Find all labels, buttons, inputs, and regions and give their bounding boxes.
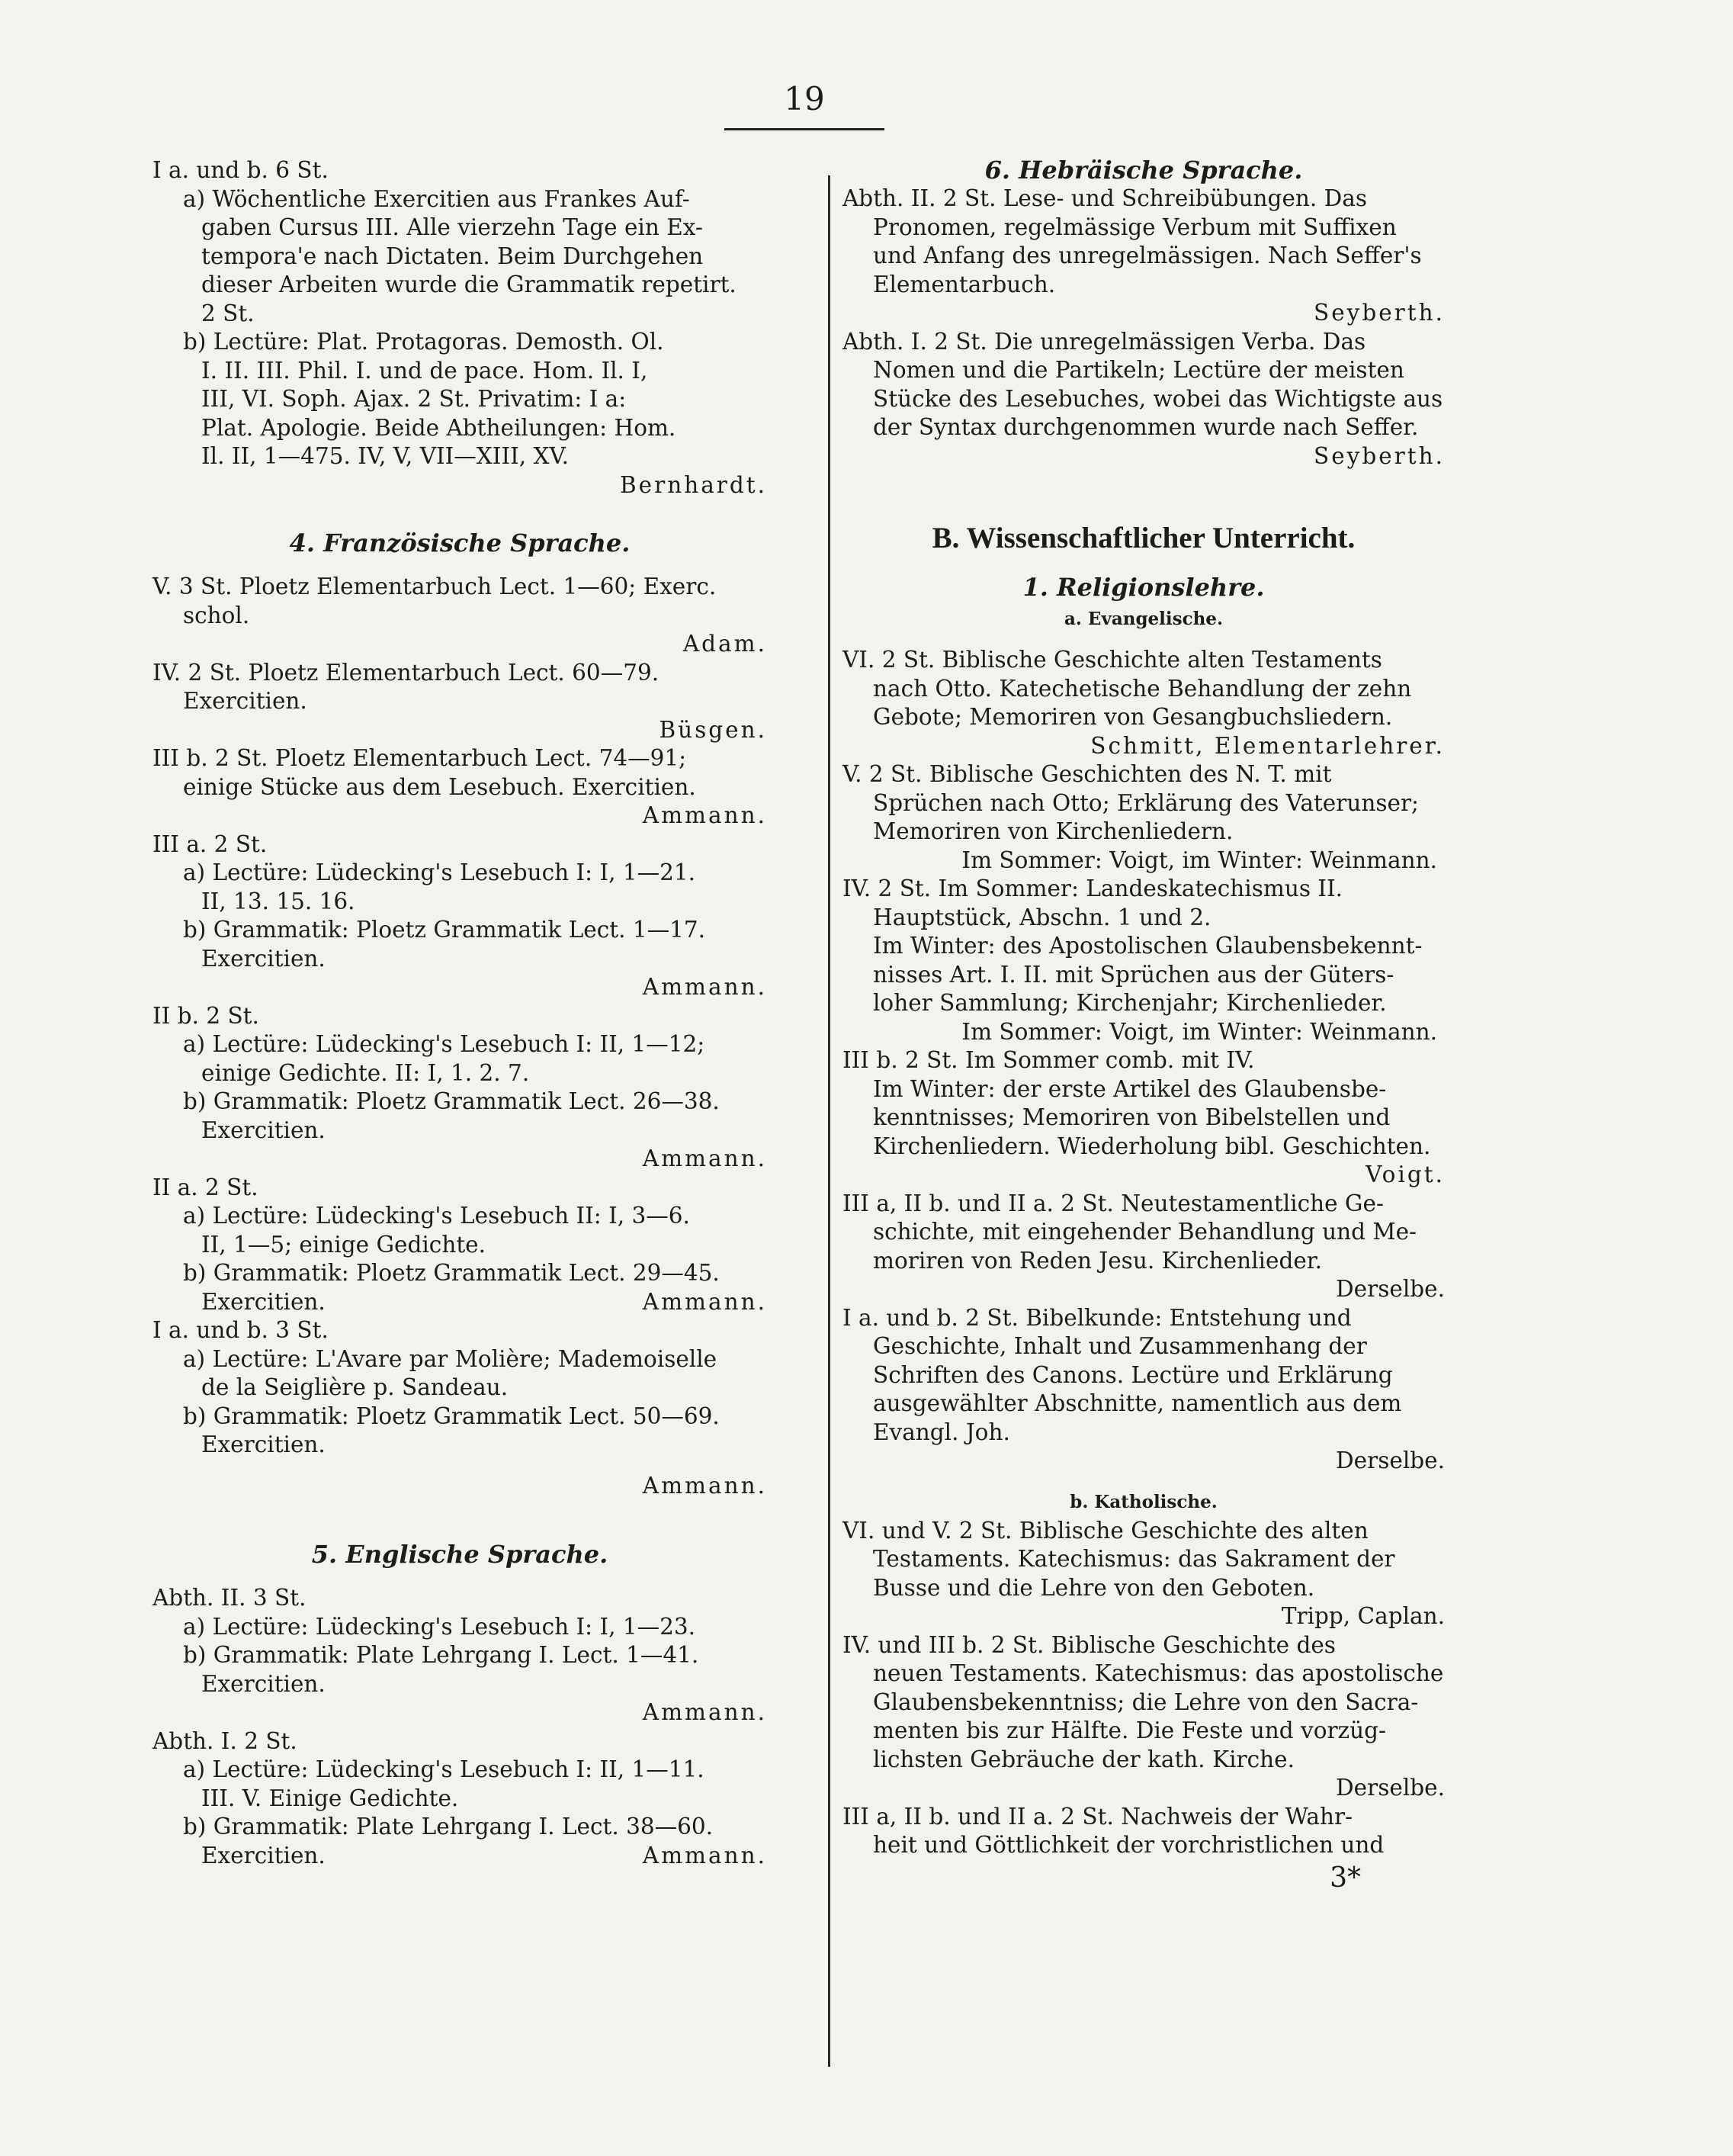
text-line: a) Lectüre: Lüdecking's Lesebuch I: II, 1—12; [183, 1031, 705, 1057]
teacher-name: Ammann. [642, 1699, 767, 1725]
teacher-name: Tripp, Caplan. [1281, 1603, 1445, 1629]
text-line: III, VI. Soph. Ajax. 2 St. Privatim: I a: [201, 386, 627, 412]
text-line: Exercitien. [201, 1842, 326, 1868]
subheading-catholic: b. Katholische. [1070, 1491, 1218, 1512]
text-line: b) Grammatik: Plate Lehrgang I. Lect. 1—41. [183, 1642, 699, 1668]
text-line: heit und Göttlichkeit der vorchristlichen und [873, 1832, 1385, 1858]
text-line: Schriften des Canons. Lectüre und Erklärung [873, 1361, 1393, 1388]
text-line: VI. 2 St. Biblische Geschichte alten Testaments [842, 647, 1382, 673]
page-number-rule [724, 128, 884, 130]
text-line: schol. [183, 602, 250, 628]
text-line: ausgewählter Abschnitte, namentlich aus dem [873, 1390, 1402, 1416]
text-line: Glaubensbekenntniss; die Lehre von den Sacra- [873, 1688, 1419, 1715]
teacher-name: Bernhardt. [619, 471, 767, 498]
text-line: a) Lectüre: L'Avare par Molière; Mademoiselle [183, 1345, 717, 1372]
text-line: Stücke des Lesebuches, wobei das Wichtigste aus [873, 385, 1443, 412]
text-line: Kirchenliedern. Wiederholung bibl. Geschichten. [873, 1133, 1431, 1159]
text-line: der Syntax durchgenommen wurde nach Seffer. [873, 414, 1419, 440]
text-line: b) Grammatik: Ploetz Grammatik Lect. 1—17. [183, 917, 706, 943]
teacher-name: Seyberth. [1313, 300, 1445, 326]
teacher-line: Im Sommer: Voigt, im Winter: Weinmann. [961, 1018, 1437, 1045]
text-line: a) Lectüre: Lüdecking's Lesebuch I: I, 1—21. [183, 860, 696, 885]
text-line: Abth. I. 2 St. Die unregelmässigen Verba. Das [842, 328, 1366, 355]
subsection-heading-religion: 1. Religionslehre. [1022, 573, 1265, 602]
text-line: nisses Art. I. II. mit Sprüchen aus der Güters- [873, 961, 1394, 988]
teacher-name: Seyberth. [1313, 442, 1445, 469]
section-heading-hebrew: 6. Hebräische Sprache. [984, 156, 1303, 185]
text-line: Nomen und die Partikeln; Lectüre der meisten [873, 357, 1404, 383]
text-line: kenntnisses; Memoriren von Bibelstellen und [873, 1104, 1391, 1130]
greek-continuation [152, 156, 767, 500]
text-line: Gebote; Memoriren von Gesangbuchsliedern. [873, 704, 1393, 730]
text-line: II b. 2 St. [152, 1002, 259, 1029]
text-line: a) Lectüre: Lüdecking's Lesebuch I: II, 1—11. [183, 1756, 704, 1782]
text-line: Elementarbuch. [873, 271, 1056, 297]
text-line: V. 3 St. Ploetz Elementarbuch Lect. 1—60; Exerc. [152, 574, 717, 599]
text-line: III a. 2 St. [152, 831, 268, 857]
teacher-name: Büsgen. [659, 716, 767, 743]
text-line: IV. 2 St. Ploetz Elementarbuch Lect. 60—79. [152, 659, 660, 686]
text-line: gaben Cursus III. Alle vierzehn Tage ein Ex- [201, 214, 703, 240]
text-line-with-teacher [152, 1842, 767, 1871]
text-line: Abth. I. 2 St. [152, 1727, 297, 1754]
text-line: tempora'e nach Dictaten. Beim Durchgehen [201, 243, 704, 269]
teacher-name: Voigt. [1366, 1162, 1445, 1187]
text-line: dieser Arbeiten wurde die Grammatik repetirt. [201, 272, 737, 297]
text-line: Exercitien. [201, 1117, 326, 1143]
text-line: b) Grammatik: Plate Lehrgang I. Lect. 38—60. [183, 1814, 714, 1840]
text-line: b) Grammatik: Ploetz Grammatik Lect. 29—45. [183, 1260, 720, 1286]
text-line: Sprüchen nach Otto; Erklärung des Vaterunser; [873, 789, 1419, 816]
text-line: moriren von Reden Jesu. Kirchenlieder. [873, 1247, 1323, 1274]
text-line: Abth. II. 2 St. Lese- und Schreibübungen. Das [842, 185, 1368, 211]
section-heading-french: 4. Französische Sprache. [289, 529, 631, 557]
left-column [152, 156, 767, 1870]
text-line-with-teacher [152, 1288, 767, 1317]
teacher-name: Derselbe. [1336, 1448, 1445, 1473]
text-line: Exercitien. [201, 1288, 326, 1315]
text-line: Geschichte, Inhalt und Zusammenhang der [873, 1333, 1367, 1359]
text-line: de la Seiglière p. Sandeau. [201, 1374, 509, 1400]
teacher-name: Derselbe. [1336, 1276, 1445, 1302]
text-line: V. 2 St. Biblische Geschichten des N. T. mit [842, 761, 1332, 787]
teacher-name: Ammann. [642, 974, 767, 1000]
text-line: Testaments. Katechismus: das Sakrament der [873, 1546, 1395, 1572]
text-line: nach Otto. Katechetische Behandlung der zehn [873, 675, 1412, 702]
text-line: Pronomen, regelmässige Verbum mit Suffixen [873, 214, 1397, 240]
section-heading-b: B. Wissenschaftlicher Unterricht. [932, 522, 1356, 554]
text-line: Plat. Apologie. Beide Abtheilungen: Hom. [201, 414, 676, 441]
text-line: Exercitien. [201, 1431, 326, 1457]
text-line: III b. 2 St. Im Sommer comb. mit IV. [842, 1047, 1255, 1073]
text-line: a) Lectüre: Lüdecking's Lesebuch II: I, 3—6. [183, 1203, 690, 1229]
teacher-name: Ammann. [642, 1472, 767, 1499]
text-line: a) Wöchentliche Exercitien aus Frankes Auf- [183, 185, 690, 212]
text-line: menten bis zur Hälfte. Die Feste und vorzüg- [873, 1717, 1386, 1743]
text-line: neuen Testaments. Katechismus: das apostolische [873, 1660, 1444, 1686]
teacher-name: Adam. [682, 631, 767, 657]
text-line: Exercitien. [183, 688, 307, 714]
text-line: Evangl. Joh. [873, 1419, 1010, 1445]
right-column [842, 156, 1445, 1897]
teacher-name: Derselbe. [1336, 1775, 1445, 1801]
text-line: Im Winter: des Apostolischen Glaubensbekennt- [873, 933, 1423, 959]
text-line: II a. 2 St. [152, 1174, 258, 1200]
teacher-name: Ammann. [642, 1145, 767, 1171]
text-line: loher Sammlung; Kirchenjahr; Kirchenlieder. [873, 990, 1387, 1016]
text-line: einige Gedichte. II: I, 1. 2. 7. [201, 1059, 530, 1086]
text-line: I. II. III. Phil. I. und de pace. Hom. Il. I, [201, 357, 648, 384]
teacher-name: Ammann. [642, 1842, 767, 1868]
text-line: schichte, mit eingehender Behandlung und Me- [873, 1219, 1417, 1245]
text-line: III. V. Einige Gedichte. [201, 1785, 459, 1811]
text-line: Hauptstück, Abschn. 1 und 2. [873, 904, 1211, 930]
text-line: Abth. II. 3 St. [152, 1585, 306, 1611]
text-line: I a. und b. 3 St. [152, 1317, 329, 1343]
text-line: Memoriren von Kirchenliedern. [873, 818, 1234, 844]
text-line: Exercitien. [201, 1670, 326, 1697]
text-line: II, 13. 15. 16. [201, 888, 355, 914]
text-line: III a, II b. und II a. 2 St. Nachweis der Wahr- [842, 1803, 1353, 1830]
signature-mark: 3* [1330, 1862, 1361, 1894]
section-heading-english: 5. Englische Sprache. [311, 1540, 608, 1569]
text-line: b) Grammatik: Ploetz Grammatik Lect. 26—38. [183, 1088, 720, 1114]
text-line: Il. II, 1—475. IV, V, VII—XIII, XV. [201, 443, 570, 469]
text-line: IV. 2 St. Im Sommer: Landeskatechismus II. [842, 876, 1343, 901]
teacher-name: Schmitt, Elementarlehrer. [1090, 732, 1445, 759]
text-line: IV. und III b. 2 St. Biblische Geschichte des [842, 1631, 1336, 1658]
text-line: III b. 2 St. Ploetz Elementarbuch Lect. 74—91; [152, 745, 687, 771]
text-line: 2 St. [201, 300, 255, 326]
text-line: VI. und V. 2 St. Biblische Geschichte des alten [842, 1517, 1369, 1544]
text-line: III a, II b. und II a. 2 St. Neutestamentliche Ge- [842, 1190, 1384, 1216]
column-divider [828, 175, 830, 2067]
text-line: Busse und die Lehre von den Geboten. [873, 1574, 1315, 1601]
teacher-name: Ammann. [642, 1288, 767, 1315]
text-line: I a. und b. 6 St. [152, 157, 329, 183]
text-line: lichsten Gebräuche der kath. Kirche. [873, 1746, 1295, 1772]
text-line: b) Lectüre: Plat. Protagoras. Demosth. Ol. [183, 329, 664, 355]
text-line: II, 1—5; einige Gedichte. [201, 1231, 486, 1258]
page-number: 19 [784, 80, 825, 117]
text-line: b) Grammatik: Ploetz Grammatik Lect. 50—69. [183, 1403, 720, 1429]
text-line: a) Lectüre: Lüdecking's Lesebuch I: I, 1—23. [183, 1613, 696, 1640]
text-line: I a. und b. 2 St. Bibelkunde: Entstehung und [842, 1304, 1352, 1331]
text-line: und Anfang des unregelmässigen. Nach Seffer's [873, 243, 1422, 268]
text-line: Exercitien. [201, 945, 326, 972]
subheading-evangelical: a. Evangelische. [1064, 609, 1223, 629]
text-line: einige Stücke aus dem Lesebuch. Exercitien. [183, 773, 696, 800]
teacher-name: Ammann. [642, 802, 767, 828]
teacher-line: Im Sommer: Voigt, im Winter: Weinmann. [961, 847, 1437, 873]
text-line: Im Winter: der erste Artikel des Glaubensbe- [873, 1075, 1387, 1102]
